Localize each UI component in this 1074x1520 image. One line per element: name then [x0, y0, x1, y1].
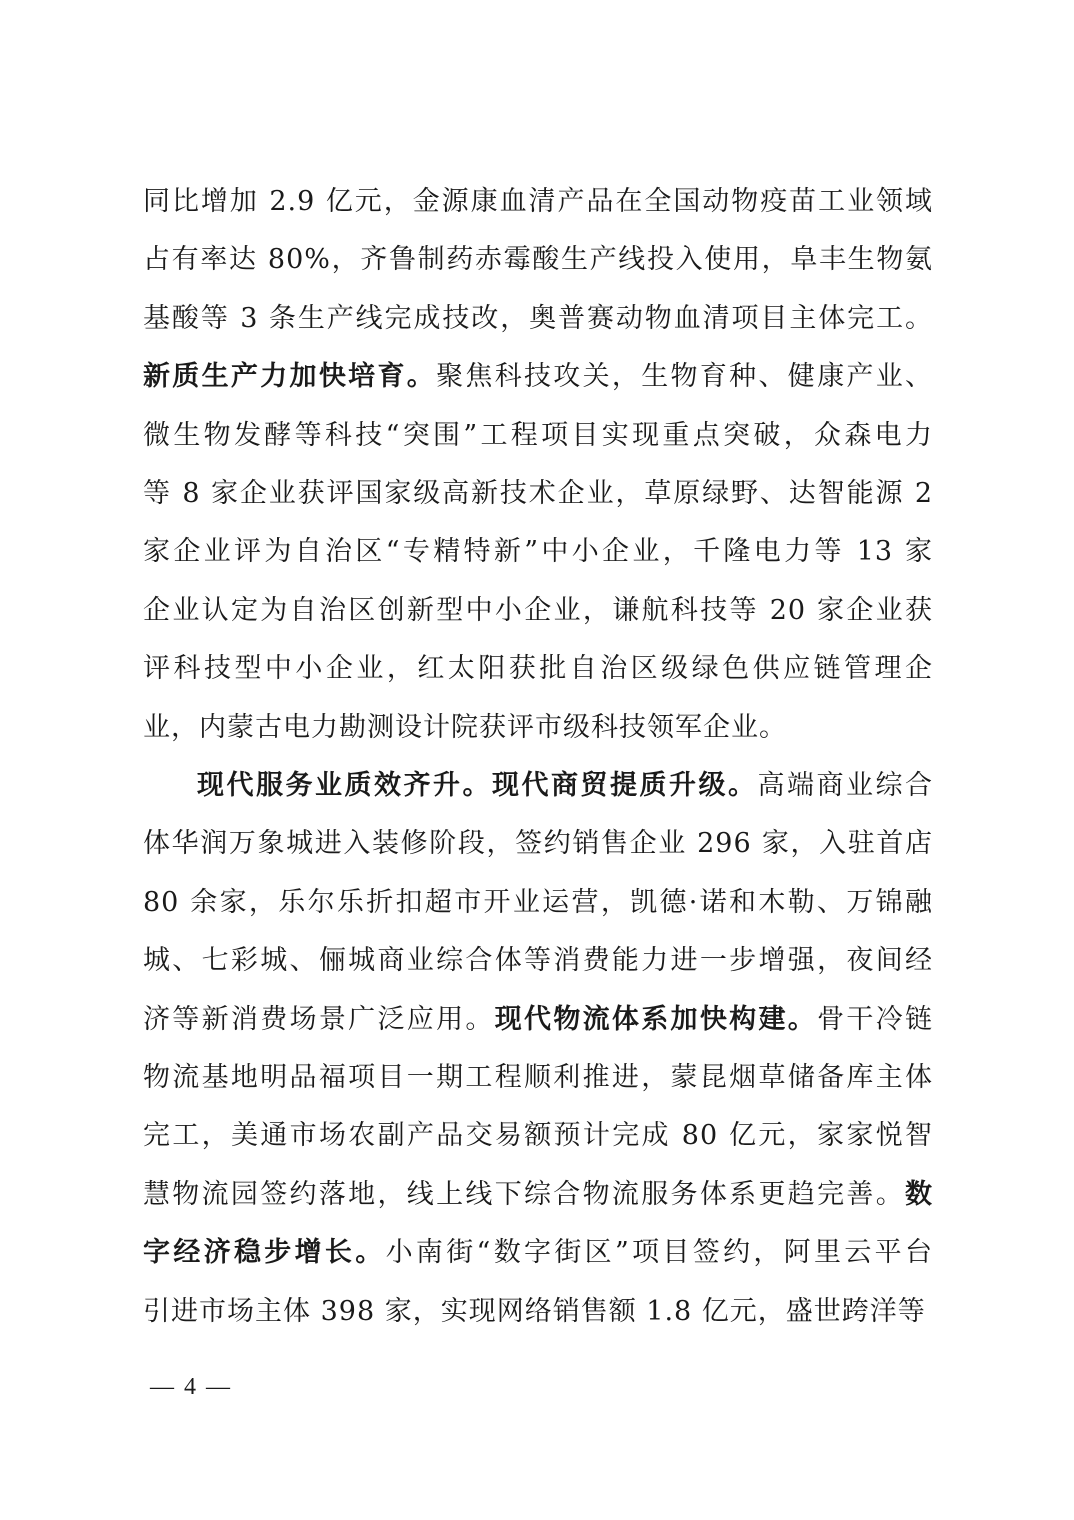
text-line — [143, 238, 933, 282]
text-line — [143, 706, 933, 750]
body-text-segment: 等 8 家企业获评国家级高新技术企业，草原绿野、达智能源 2 — [143, 478, 933, 509]
body-text-segment: 占有率达 80%，齐鲁制药赤霉酸生产线投入使用，阜丰生物氨 — [143, 244, 933, 276]
body-text-segment: 业，内蒙古电力勘测设计院获评市级科技领军企业。 — [143, 711, 787, 743]
text-line — [143, 822, 933, 866]
text-line — [143, 414, 933, 458]
body-text-segment: 企业认定为自治区创新型中小企业，谦航科技等 20 家企业获 — [143, 594, 933, 626]
body-text-segment: 骨干冷链 — [817, 1003, 934, 1035]
text-line — [143, 1290, 933, 1334]
text-line — [197, 764, 933, 808]
body-text-segment: 微生物发酵等科技“突围”工程项目实现重点突破，众森电力 — [143, 419, 933, 451]
text-line — [143, 530, 933, 574]
text-line — [143, 647, 933, 691]
body-text-segment: 高端商业综合 — [757, 770, 933, 801]
body-text-segment: 80 余家，乐尔乐折扣超市开业运营，凯德·诺和木勒、万锦融 — [143, 886, 933, 918]
body-text-segment: 家企业评为自治区“专精特新”中小企业，千隆电力等 13 家 — [143, 536, 933, 568]
bold-heading-text: 现代物流体系加快构建。 — [494, 1003, 818, 1035]
text-line — [143, 1173, 933, 1217]
text-line — [143, 589, 933, 633]
bold-heading-text: 数 — [905, 1178, 933, 1210]
bold-heading-text: 字经济稳步增长。 — [143, 1237, 386, 1269]
body-text-segment: 评科技型中小企业，红太阳获批自治区级绿色供应链管理企 — [143, 653, 933, 685]
body-text-segment: 体华润万象城进入装修阶段，签约销售企业 296 家，入驻首店 — [143, 828, 933, 860]
body-text-segment: 聚焦科技攻关，生物育种、健康产业、 — [436, 361, 934, 393]
text-line — [143, 998, 933, 1042]
body-text-segment: 济等新消费场景广泛应用。 — [143, 1003, 495, 1035]
body-text-segment: 完工，美通市场农副产品交易额预计完成 80 亿元，家家悦智 — [143, 1120, 933, 1152]
text-line — [143, 297, 933, 341]
body-text-segment: 城、七彩城、俪城商业综合体等消费能力进一步增强，夜间经 — [143, 945, 933, 977]
text-line — [143, 472, 933, 516]
body-text-segment: 物流基地明品福项目一期工程顺利推进，蒙昆烟草储备库主体 — [143, 1062, 933, 1093]
text-line — [143, 355, 933, 399]
text-line — [143, 1231, 933, 1275]
body-text-segment: 小南街“数字街区”项目签约，阿里云平台 — [385, 1237, 934, 1269]
text-line — [143, 881, 933, 925]
body-text-segment: 基酸等 3 条生产线完成技改，奥普赛动物血清项目主体完工。 — [143, 302, 933, 334]
text-line — [143, 939, 933, 983]
body-text-segment: 慧物流园签约落地，线上线下综合物流服务体系更趋完善。 — [143, 1178, 905, 1210]
text-line — [143, 1114, 933, 1158]
bold-heading-text: 新质生产力加快培育。 — [143, 361, 437, 393]
page-number: — 4 — — [150, 1374, 232, 1400]
bold-heading-text: 现代服务业质效齐升。现代商贸提质升级。 — [197, 770, 758, 801]
text-line — [143, 1056, 933, 1100]
body-text-segment: 同比增加 2.9 亿元，金源康血清产品在全国动物疫苗工业领域 — [143, 186, 933, 217]
text-line — [143, 180, 933, 224]
body-text-segment: 引进市场主体 398 家，实现网络销售额 1.8 亿元，盛世跨洋等 — [143, 1295, 926, 1327]
